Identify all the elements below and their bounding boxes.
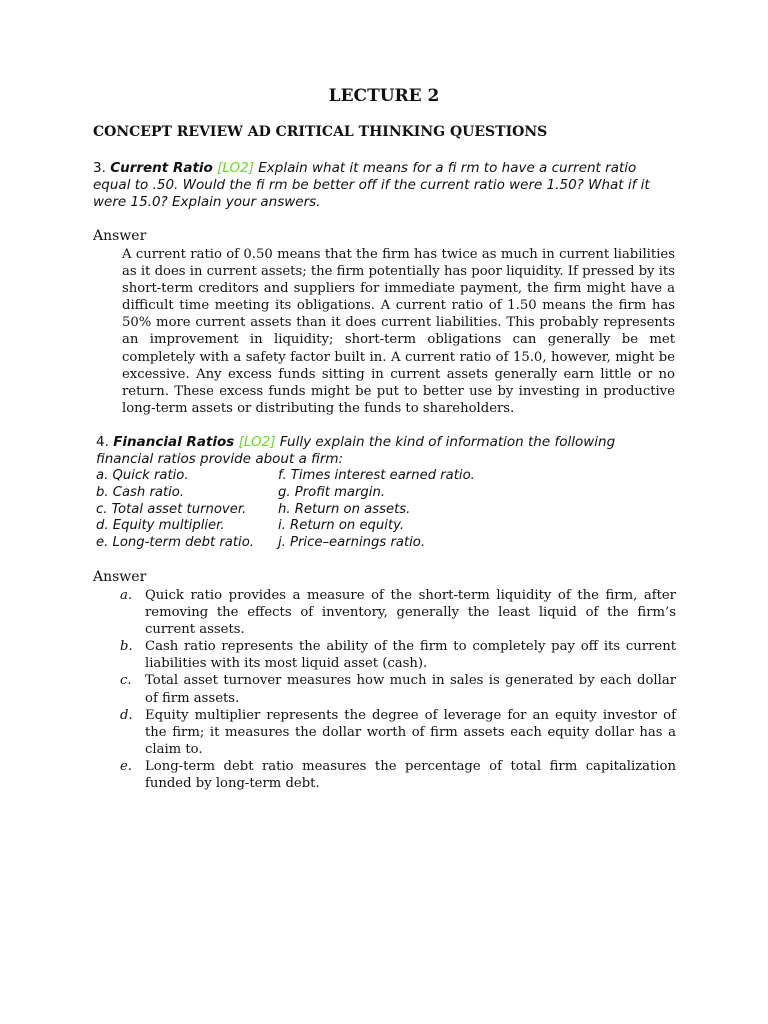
page-title: LECTURE 2 (328, 86, 440, 106)
ratio-item: b. Cash ratio. (96, 484, 185, 500)
ratio-item: g. Profit margin. (278, 484, 386, 500)
question-3-topic: Current Ratio (110, 160, 213, 176)
ratio-list (96, 468, 596, 552)
answer-item-text: Total asset turnover measures how much in sales is generated by each dollar of firm assets. (145, 673, 676, 706)
question-4-topic: Financial Ratios (113, 434, 235, 450)
answer-1-label: Answer (93, 228, 147, 244)
ratio-item: d. Equity multiplier. (96, 518, 225, 534)
question-4-number: 4. (96, 434, 109, 450)
answer-item-text: Long-term debt ratio measures the percentage of total firm capitalization funded by long-term debt. (145, 758, 676, 792)
question-4 (96, 434, 676, 468)
question-3-text: Explain what it means for a fi rm to have a current ratio equal to .50. Would the fi rm be better off if the current ratio were 1.50? What if it were 15.0? Explain your answers. (93, 160, 650, 210)
answer-item-letter: e. (120, 758, 132, 774)
answer-item-text: Equity multiplier represents the degree of leverage for an equity investor of the firm; it measures the dollar worth of firm assets each equity dollar has a claim to. (145, 707, 676, 757)
answer-item (120, 638, 676, 672)
answer-item-letter: c. (120, 673, 132, 689)
answer-item-text: Cash ratio represents the ability of the firm to completely pay off its current liabilities with its most liquid asset (cash). (145, 639, 676, 672)
ratio-item: f. Times interest earned ratio. (278, 468, 475, 483)
ratio-item: a. Quick ratio. (96, 468, 189, 483)
answer-item (120, 672, 676, 706)
answer-item (120, 587, 676, 638)
question-4-lo-tag: [LO2] (238, 434, 276, 450)
answer-item-letter: b. (120, 639, 133, 655)
question-3-number: 3. (93, 160, 106, 176)
question-4-text: Fully explain the kind of information the following financial ratios provide about a firm: (96, 434, 616, 467)
answer-item (120, 758, 676, 792)
ratio-item: h. Return on assets. (278, 501, 411, 517)
answer-2-list (120, 587, 676, 792)
answer-item-letter: d. (120, 707, 133, 723)
answer-1-body: A current ratio of 0.50 means that the firm has twice as much in current liabilities as it does in current assets; the firm potentially has poor liquidity. If pressed by its short-term creditors and suppliers for immediate payment, the firm might have a difficult time meeting its obligations. A current ratio of 1.50 means the firm has 50% more current assets than it does current liabilities. This probably represents an improvement in liquidity; short-term obligations can generally be met completely with a safety factor built in. A current ratio of 15.0, however, might be excessive. Any excess funds sitting in current assets generally earn little or no return. These excess funds might be put to better use by investing in productive long-term assets or distributing the funds to shareholders. (122, 247, 675, 416)
question-3-lo-tag: [LO2] (217, 160, 254, 176)
question-3 (93, 160, 673, 211)
ratio-item: e. Long-term debt ratio. (96, 535, 254, 551)
answer-2-label: Answer (93, 569, 147, 585)
answer-item (120, 707, 676, 758)
answer-item-text: Quick ratio provides a measure of the short-term liquidity of the firm, after removing the effects of inventory, generally the least liquid of the firm’s current assets. (145, 588, 676, 638)
section-heading: CONCEPT REVIEW AD CRITICAL THINKING QUESTIONS (93, 124, 548, 140)
answer-item-letter: a. (120, 588, 133, 603)
ratio-item: c. Total asset turnover. (96, 501, 247, 517)
ratio-item: i. Return on equity. (278, 518, 405, 534)
ratio-item: j. Price–earnings ratio. (278, 535, 426, 551)
